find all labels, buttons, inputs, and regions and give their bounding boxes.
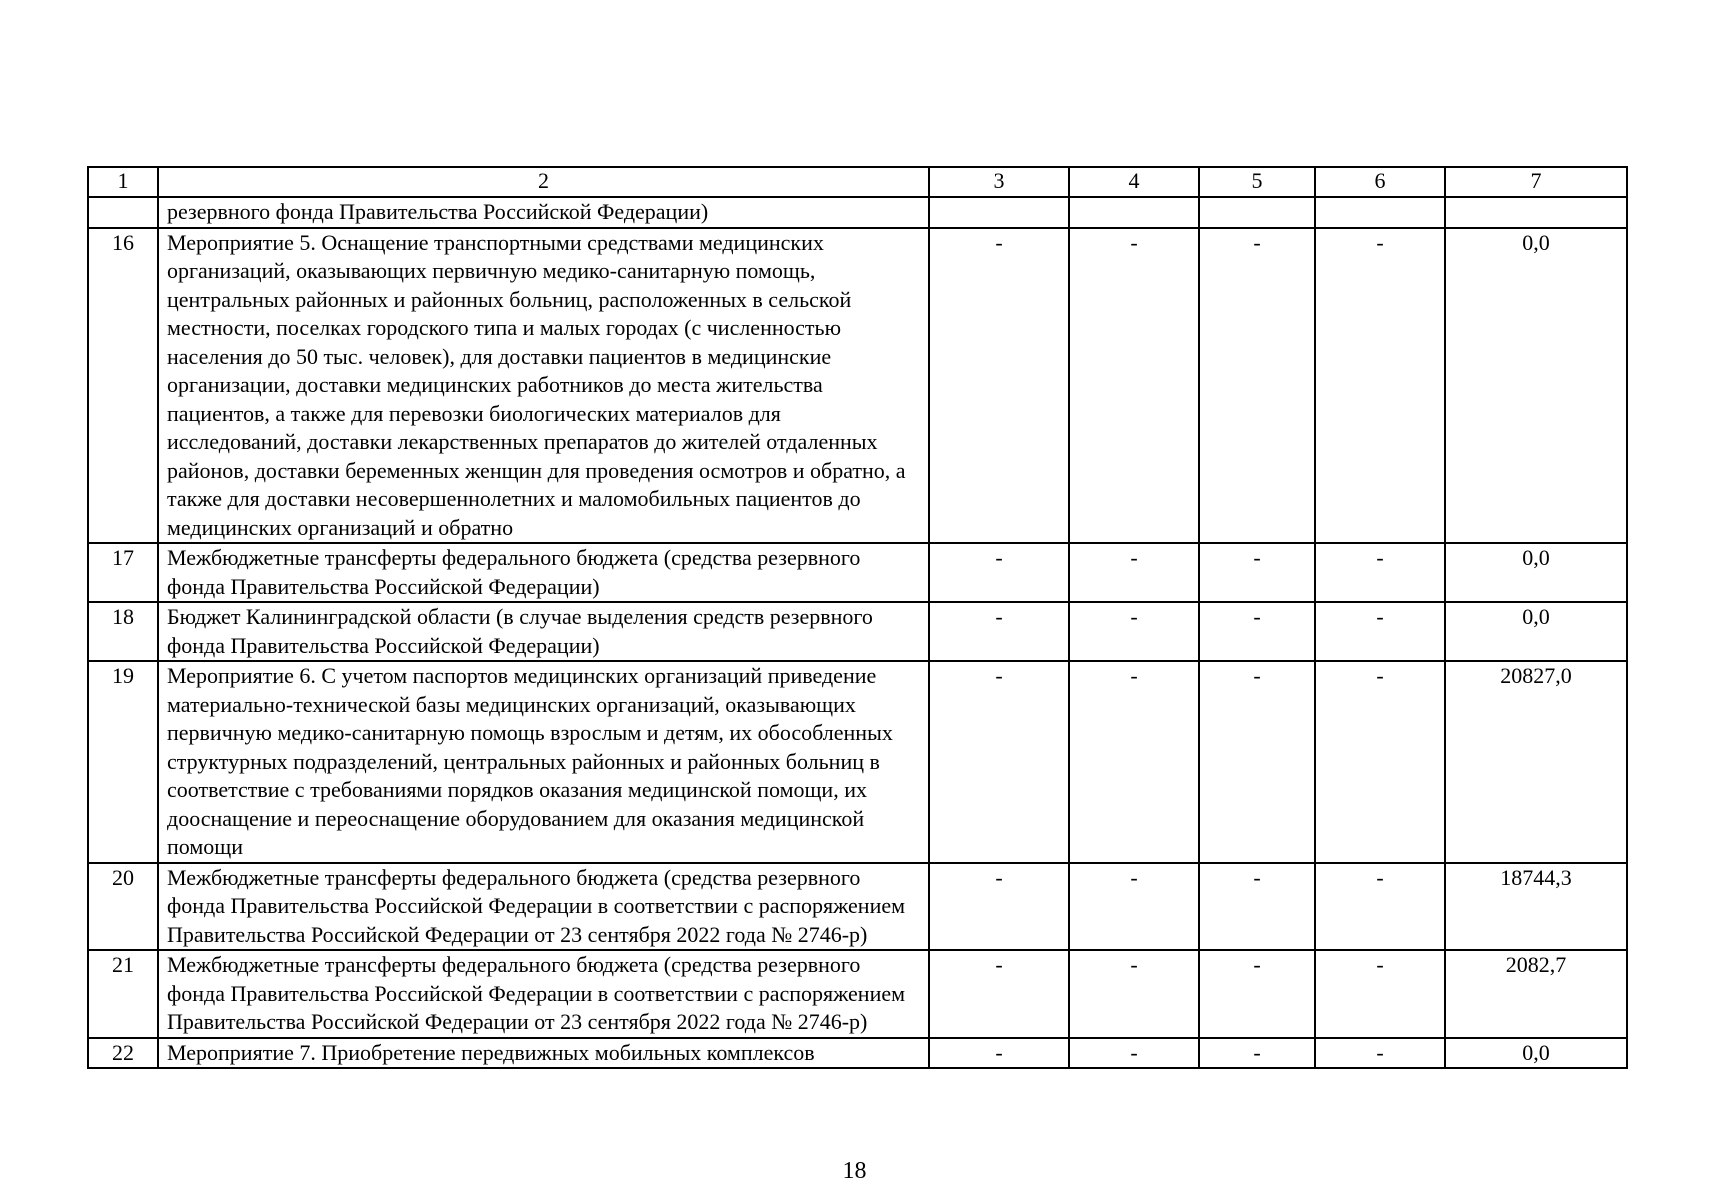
cell-col6: - <box>1315 661 1445 863</box>
cell-col6 <box>1315 197 1445 228</box>
cell-col4: - <box>1069 543 1199 602</box>
row-description: Мероприятие 7. Приобретение передвижных мобильных комплексов <box>158 1038 929 1069</box>
row-number: 16 <box>88 228 158 544</box>
cell-col4 <box>1069 197 1199 228</box>
row-number: 18 <box>88 602 158 661</box>
column-header: 7 <box>1445 167 1627 197</box>
cell-col5: - <box>1199 661 1315 863</box>
cell-col4: - <box>1069 863 1199 951</box>
cell-col4: - <box>1069 950 1199 1038</box>
cell-col6: - <box>1315 602 1445 661</box>
row-description: резервного фонда Правительства Российской Федерации) <box>158 197 929 228</box>
column-header: 5 <box>1199 167 1315 197</box>
cell-col7 <box>1445 197 1627 228</box>
cell-col3: - <box>929 950 1069 1038</box>
table-header-row <box>88 167 1627 197</box>
cell-col4: - <box>1069 228 1199 544</box>
table-row <box>88 661 1627 863</box>
column-header: 2 <box>158 167 929 197</box>
cell-col7: 0,0 <box>1445 228 1627 544</box>
cell-col6: - <box>1315 1038 1445 1069</box>
cell-col3: - <box>929 863 1069 951</box>
row-description: Мероприятие 6. С учетом паспортов медицинских организаций приведение материально-технической базы медицинских организаций, оказывающих первичную медико-санитарную помощь взрослым и детям, их обособленных структурных подразделений, центральных районных и районных больниц в соответствие с требованиями порядков оказания медицинской помощи, их дооснащение и переоснащение оборудованием для оказания медицинской помощи <box>158 661 929 863</box>
cell-col7: 0,0 <box>1445 543 1627 602</box>
row-description: Мероприятие 5. Оснащение транспортными средствами медицинских организаций, оказывающих первичную медико-санитарную помощь, центральных районных и районных больниц, расположенных в сельской местности, поселках городского типа и малых городах (с численностью населения до 50 тыс. человек), для доставки пациентов в медицинские организации, доставки медицинских работников до места жительства пациентов, а также для перевозки биологических материалов для исследований, доставки лекарственных препаратов до жителей отдаленных районов, доставки беременных женщин для проведения осмотров и обратно, а также для доставки несовершеннолетних и маломобильных пациентов до медицинских организаций и обратно <box>158 228 929 544</box>
cell-col4: - <box>1069 602 1199 661</box>
cell-col7: 18744,3 <box>1445 863 1627 951</box>
page-number: 18 <box>842 1158 867 1184</box>
column-header: 3 <box>929 167 1069 197</box>
row-number: 17 <box>88 543 158 602</box>
table-row <box>88 602 1627 661</box>
cell-col3 <box>929 197 1069 228</box>
cell-col7: 0,0 <box>1445 1038 1627 1069</box>
row-number: 20 <box>88 863 158 951</box>
row-number: 19 <box>88 661 158 863</box>
cell-col7: 2082,7 <box>1445 950 1627 1038</box>
cell-col6: - <box>1315 228 1445 544</box>
cell-col3: - <box>929 228 1069 544</box>
cell-col5: - <box>1199 543 1315 602</box>
cell-col3: - <box>929 1038 1069 1069</box>
column-header: 6 <box>1315 167 1445 197</box>
row-number: 21 <box>88 950 158 1038</box>
cell-col5: - <box>1199 1038 1315 1069</box>
row-number <box>88 197 158 228</box>
cell-col6: - <box>1315 543 1445 602</box>
row-description: Межбюджетные трансферты федерального бюджета (средства резервного фонда Правительства Российской Федерации) <box>158 543 929 602</box>
cell-col4: - <box>1069 661 1199 863</box>
cell-col5: - <box>1199 863 1315 951</box>
cell-col5 <box>1199 197 1315 228</box>
table-row <box>88 543 1627 602</box>
row-description: Межбюджетные трансферты федерального бюджета (средства резервного фонда Правительства Российской Федерации в соответствии с распоряжением Правительства Российской Федерации от 23 сентября 2022 года № 2746-р) <box>158 950 929 1038</box>
cell-col5: - <box>1199 602 1315 661</box>
budget-table <box>87 166 1628 1069</box>
cell-col3: - <box>929 543 1069 602</box>
cell-col5: - <box>1199 950 1315 1038</box>
row-number: 22 <box>88 1038 158 1069</box>
table-row <box>88 228 1627 544</box>
cell-col6: - <box>1315 950 1445 1038</box>
cell-col3: - <box>929 602 1069 661</box>
column-header: 1 <box>88 167 158 197</box>
cell-col6: - <box>1315 863 1445 951</box>
table-row <box>88 1038 1627 1069</box>
cell-col3: - <box>929 661 1069 863</box>
cell-col4: - <box>1069 1038 1199 1069</box>
table-row <box>88 863 1627 951</box>
cell-col7: 20827,0 <box>1445 661 1627 863</box>
cell-col5: - <box>1199 228 1315 544</box>
table-row <box>88 197 1627 228</box>
cell-col7: 0,0 <box>1445 602 1627 661</box>
row-description: Межбюджетные трансферты федерального бюджета (средства резервного фонда Правительства Российской Федерации в соответствии с распоряжением Правительства Российской Федерации от 23 сентября 2022 года № 2746-р) <box>158 863 929 951</box>
column-header: 4 <box>1069 167 1199 197</box>
table-row <box>88 950 1627 1038</box>
row-description: Бюджет Калининградской области (в случае выделения средств резервного фонда Правительства Российской Федерации) <box>158 602 929 661</box>
